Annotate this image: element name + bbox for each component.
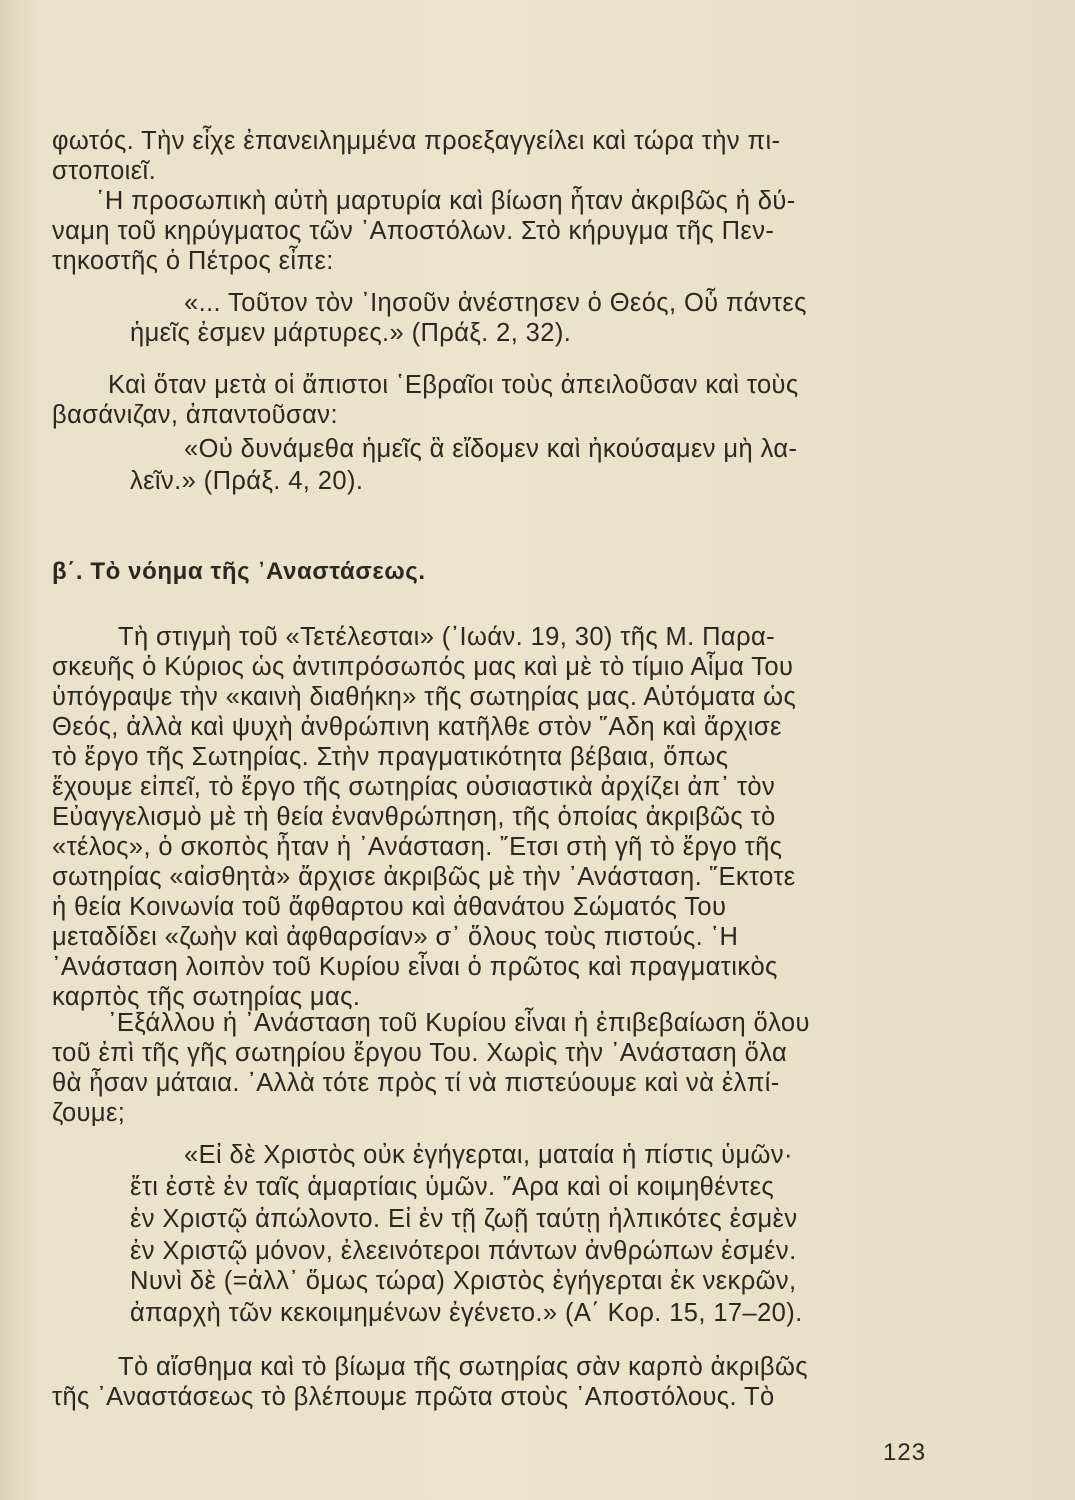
text-line: καρπὸς τῆς σωτηρίας μας. [52,983,361,1011]
text-line: ἔχουμε εἰπεῖ, τὸ ἔργο τῆς σωτηρίας οὐσιαστικὰ ἀρχίζει ἀπ᾿ τὸν [52,773,776,801]
text-line: Τὴ στιγμὴ τοῦ «Τετέλεσται» (᾿Ιωάν. 19, 30) τῆς Μ. Παρα- [118,623,776,651]
text-line: τῆς ᾿Αναστάσεως τὸ βλέπουμε πρῶτα στοὺς ᾿Αποστόλους. Τὸ [52,1383,775,1411]
text-line: ᾿Ανάσταση λοιπὸν τοῦ Κυρίου εἶναι ὁ πρῶτος καὶ πραγματικὸς [52,953,778,981]
quote-line: ἔτι ἐστὲ ἐν ταῖς ἁμαρτίαις ὑμῶν. ῎Αρα καὶ οἱ κοιμηθέντες [130,1173,775,1201]
text-line: Εὐαγγελισμὸ μὲ τὴ θεία ἐνανθρώπηση, τῆς ὁποίας ἀκριβῶς τὸ [52,803,776,831]
quote-line: ἡμεῖς ἐσμεν μάρτυρες.» (Πράξ. 2, 32). [130,319,572,347]
text-line: τηκοστῆς ὁ Πέτρος εἶπε: [52,247,334,275]
page-number: 123 [883,1439,927,1466]
text-line: Θεός, ἀλλὰ καὶ ψυχὴ ἀνθρώπινη κατῆλθε στὸν ῞Αδη καὶ ἄρχισε [52,713,782,741]
text-line: βασάνιζαν, ἀπαντοῦσαν: [52,401,338,429]
text-line: Καὶ ὅταν μετὰ οἱ ἄπιστοι ῾Εβραῖοι τοὺς ἀπειλοῦσαν καὶ τοὺς [108,371,799,399]
text-line: Τὸ αἴσθημα καὶ τὸ βίωμα τῆς σωτηρίας σὰν καρπὸ ἀκριβῶς [118,1353,808,1381]
text-line: ῾Η προσωπικὴ αὐτὴ μαρτυρία καὶ βίωση ἦταν ἀκριβῶς ἡ δύ- [96,187,796,215]
text-line: ἡ θεία Κοινωνία τοῦ ἄφθαρτου καὶ ἀθανάτου Σώματός Του [52,893,727,921]
text-line: μεταδίδει «ζωὴν καὶ ἀφθαρσίαν» σ᾿ ὅλους τοὺς πιστούς. ῾Η [52,923,739,951]
text-line: ὑπόγραψε τὴν «καινὴ διαθήκη» τῆς σωτηρίας μας. Αὐτόματα ὡς [52,683,797,711]
text-line: τὸ ἔργο τῆς Σωτηρίας. Στὴν πραγματικότητα βέβαια, ὅπως [52,743,729,771]
text-line: θὰ ἦσαν μάταια. ᾿Αλλὰ τότε πρὸς τί νὰ πιστεύουμε καὶ νὰ ἐλπί- [52,1069,780,1097]
quote-line: «Εἰ δὲ Χριστὸς οὐκ ἐγήγερται, ματαία ἡ πίστις ὑμῶν· [184,1141,793,1169]
text-line: φωτός. Τὴν εἶχε ἐπανειλημμένα προεξαγγείλει καὶ τώρα τὴν πι- [52,127,781,155]
section-heading: β΄. Τὸ νόημα τῆς ᾿Αναστάσεως. [52,558,426,585]
quote-line: Νυνὶ δὲ (=ἀλλ᾿ ὅμως τώρα) Χριστὸς ἐγήγερται ἐκ νεκρῶν, [130,1267,797,1295]
text-line: σωτηρίας «αἰσθητὰ» ἄρχισε ἀκριβῶς μὲ τὴν ᾿Ανάσταση. ῞Εκτοτε [52,863,796,891]
quote-line: ἀπαρχὴ τῶν κεκοιμημένων ἐγένετο.» (Α΄ Κορ. 15, 17–20). [130,1299,803,1327]
text-line: στοποιεῖ. [52,157,157,185]
quote-line: «Οὐ δυνάμεθα ἡμεῖς ἃ εἴδομεν καὶ ἠκούσαμεν μὴ λα- [184,435,798,463]
quote-line: ἐν Χριστῷ ἀπώλοντο. Εἰ ἐν τῇ ζωῇ ταύτῃ ἠλπικότες ἐσμὲν [130,1205,798,1233]
text-line: ναμη τοῦ κηρύγματος τῶν ᾿Αποστόλων. Στὸ κήρυγμα τῆς Πεν- [52,217,775,245]
text-line: ᾿Εξάλλου ἡ ᾿Ανάσταση τοῦ Κυρίου εἶναι ἡ ἐπιβεβαίωση ὅλου [108,1009,810,1037]
quote-line: ἐν Χριστῷ μόνον, ἐλεεινότεροι πάντων ἀνθρώπων ἐσμέν. [130,1237,797,1265]
text-line: ζουμε; [52,1099,126,1127]
quote-line: «... Τοῦτον τὸν ᾿Ιησοῦν ἀνέστησεν ὁ Θεός, Οὗ πάντες [184,289,807,317]
text-line: «τέλος», ὁ σκοπὸς ἦταν ἡ ᾿Ανάσταση. ῎Ετσι στὴ γῆ τὸ ἔργο τῆς [52,833,783,861]
text-line: τοῦ ἐπὶ τῆς γῆς σωτηρίου ἔργου Του. Χωρὶς τὴν ᾿Ανάσταση ὅλα [52,1039,788,1067]
text-line: σκευῆς ὁ Κύριος ὡς ἀντιπρόσωπός μας καὶ μὲ τὸ τίμιο Αἷμα Του [52,653,794,681]
quote-line: λεῖν.» (Πράξ. 4, 20). [130,467,364,495]
